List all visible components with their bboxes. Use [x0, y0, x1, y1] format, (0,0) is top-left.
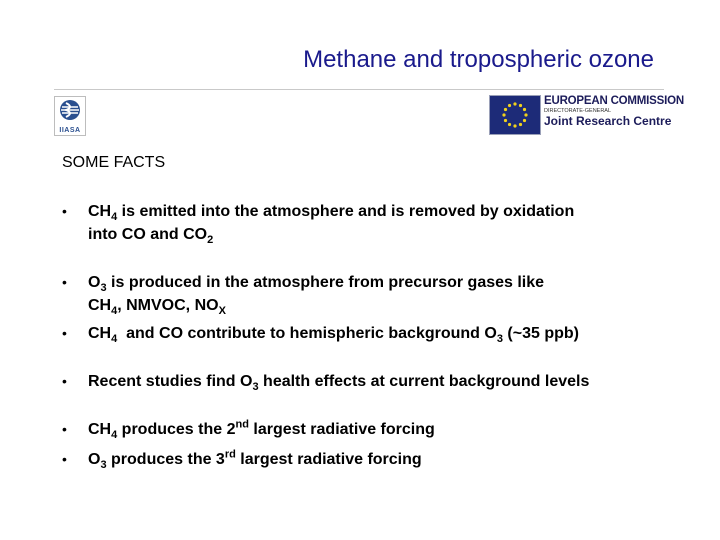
fact-line: into CO and $CO_2$ — [88, 226, 214, 247]
slide-title: Methane and tropospheric ozone — [303, 46, 654, 73]
fact-line: $CH_4$ produces the 2nd largest radiative forcing — [88, 418, 435, 442]
ec-jrc-logo — [489, 95, 684, 135]
title-divider — [54, 89, 664, 90]
fact-line: $CH_4$ is emitted into the atmosphere and is removed by oxidation — [88, 203, 575, 224]
fact-line: $CH_4$, NMVOC, $NO_X$ — [88, 297, 226, 318]
bullet-marker: • — [62, 373, 67, 389]
fact-line: $O_3$ produces the 3rd largest radiative forcing — [88, 448, 422, 472]
iiasa-logo-text: IIASA — [59, 127, 81, 134]
ec-directorate: DIRECTORATE-GENERAL — [544, 108, 612, 114]
bullet-marker: • — [62, 274, 67, 290]
jrc-name: Joint Research Centre — [544, 114, 672, 128]
fact-line: $O_3$ is produced in the atmosphere from precursor gases like — [88, 274, 545, 295]
bullet-marker: • — [62, 421, 67, 437]
section-title: SOME FACTS — [62, 154, 166, 171]
ec-name: EUROPEAN COMMISSION — [544, 95, 684, 107]
bullet-marker: • — [62, 451, 67, 467]
fact-line: Recent studies find $O_3$ health effects at current background levels — [88, 373, 590, 394]
eu-flag-icon — [489, 95, 541, 135]
iiasa-logo — [54, 96, 86, 136]
bullet-marker: • — [62, 203, 67, 219]
iiasa-logo-icon — [57, 99, 83, 121]
bullet-marker: • — [62, 325, 67, 341]
fact-line: $CH_4$ and CO contribute to hemispheric background $O_3$ (~35 ppb) — [88, 325, 579, 346]
